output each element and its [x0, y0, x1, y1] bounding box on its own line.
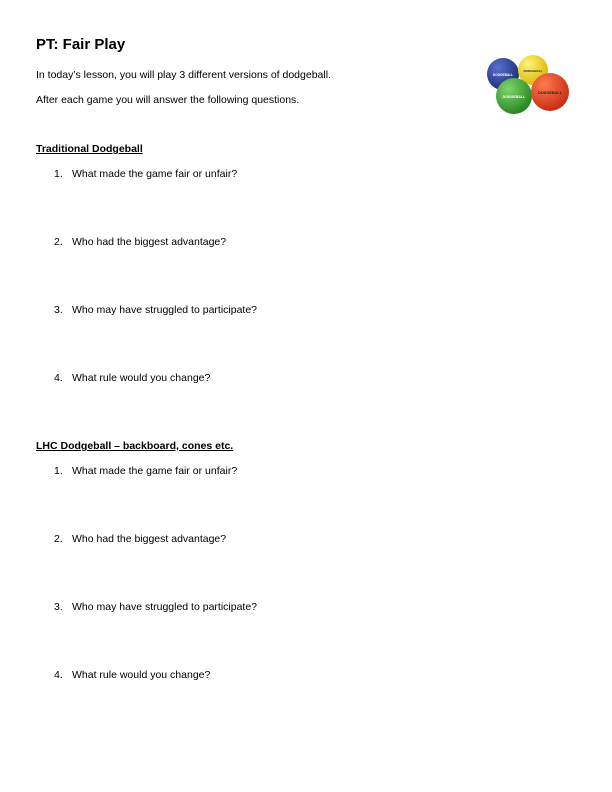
question-number: 2. [54, 236, 63, 248]
question-text: What rule would you change? [72, 669, 211, 681]
list-item [54, 465, 237, 477]
list-item [54, 601, 257, 613]
question-text: Who may have struggled to participate? [72, 304, 258, 316]
intro-line-2: After each game you will answer the following questions. [36, 94, 300, 106]
question-number: 4. [54, 669, 63, 681]
section-heading-lhc: LHC Dodgeball – backboard, cones etc. [36, 440, 234, 452]
question-text: What made the game fair or unfair? [72, 465, 238, 477]
question-number: 2. [54, 533, 63, 545]
ball-label-blue: DODGEBALL [492, 73, 514, 77]
question-text: Who had the biggest advantage? [72, 533, 227, 545]
list-item [54, 304, 257, 316]
question-number: 1. [54, 465, 63, 477]
ball-label-red: DODGEBALL [537, 91, 563, 95]
ball-label-green: DODGEBALL [502, 95, 526, 99]
question-text: What rule would you change? [72, 372, 211, 384]
list-item [54, 168, 237, 180]
question-number: 1. [54, 168, 63, 180]
question-text: Who may have struggled to participate? [72, 601, 258, 613]
question-number: 3. [54, 304, 63, 316]
dodgeball-icon [484, 54, 574, 118]
page-title: PT: Fair Play [36, 36, 126, 53]
list-item [54, 533, 226, 545]
question-number: 4. [54, 372, 63, 384]
section-heading-traditional: Traditional Dodgeball [36, 143, 143, 155]
question-text: What made the game fair or unfair? [72, 168, 238, 180]
list-item [54, 669, 210, 681]
list-item [54, 236, 226, 248]
list-item [54, 372, 210, 384]
question-text: Who had the biggest advantage? [72, 236, 227, 248]
intro-line-1: In today’s lesson, you will play 3 different versions of dodgeball. [36, 69, 331, 81]
ball-label-yellow: DODGEBALL [523, 69, 543, 73]
question-number: 3. [54, 601, 63, 613]
